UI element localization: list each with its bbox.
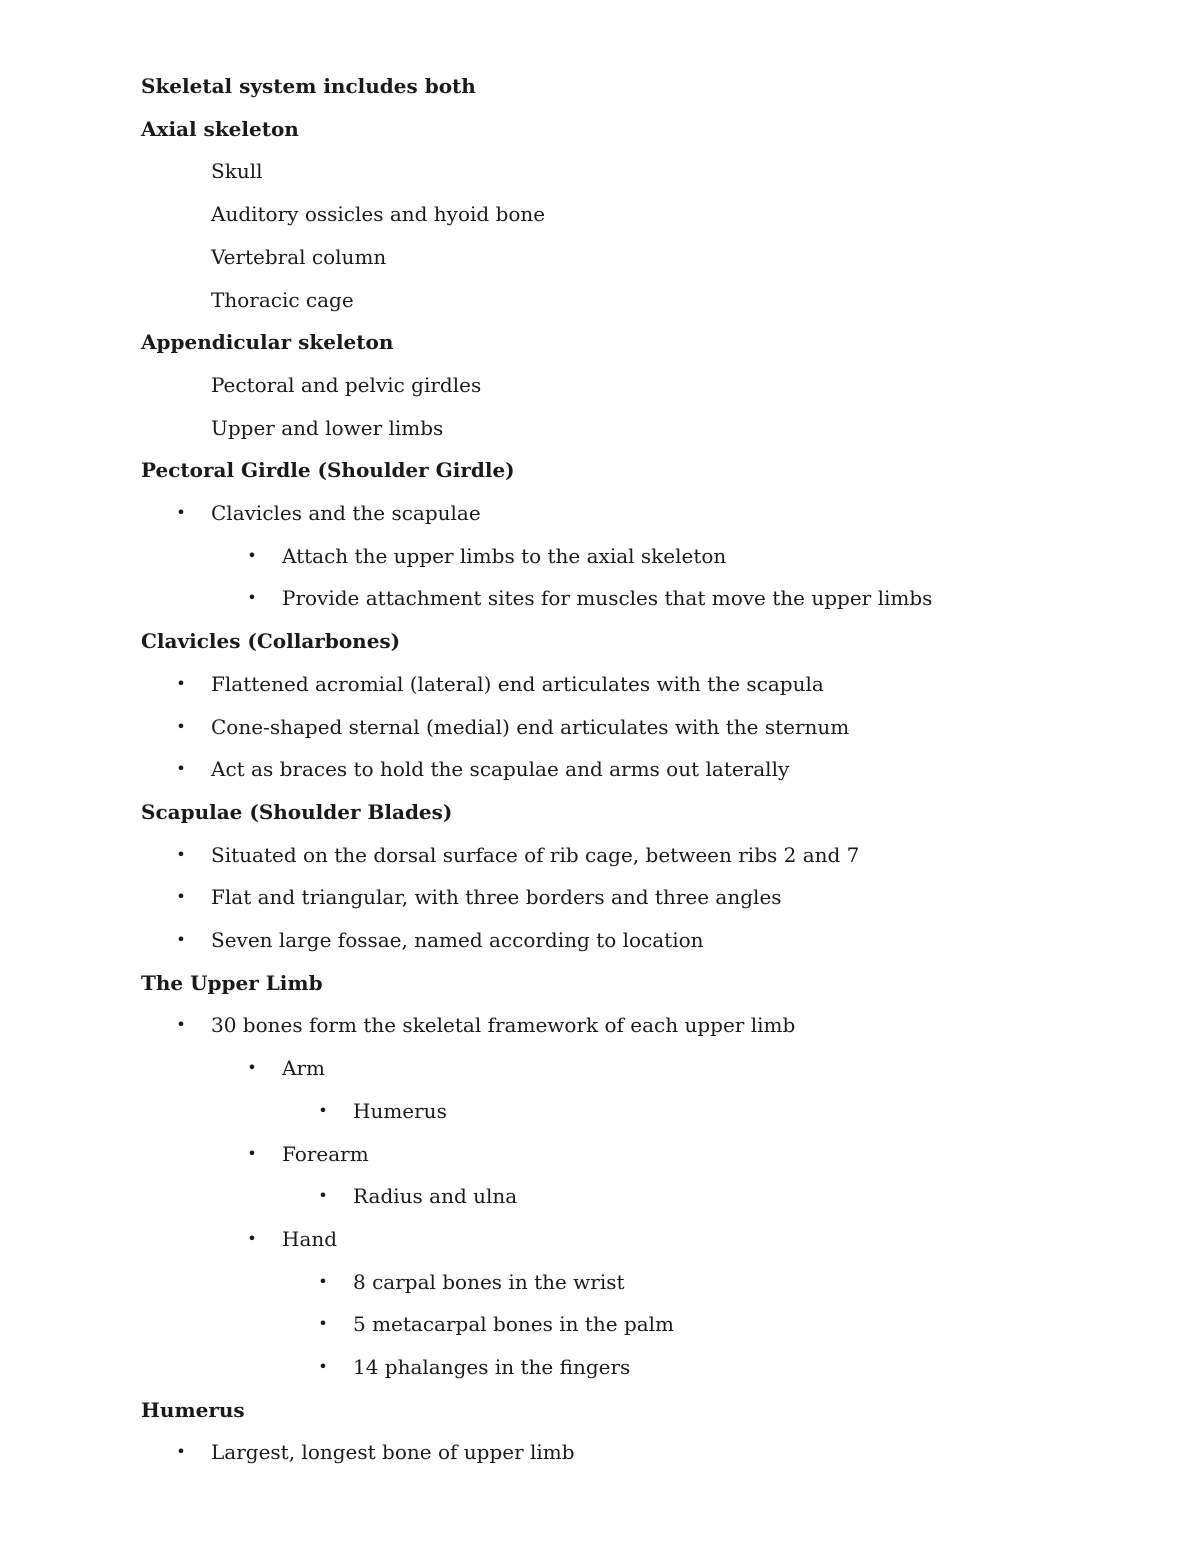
bullet-item: 8 carpal bones in the wrist — [353, 1270, 625, 1294]
bullet-item: Attach the upper limbs to the axial skeleton — [282, 544, 727, 568]
bullet-glyph: • — [318, 1314, 328, 1333]
bullet-glyph: • — [176, 1015, 186, 1034]
bullet-glyph: • — [176, 930, 186, 949]
list-item: Upper and lower limbs — [211, 416, 444, 440]
bullet-glyph: • — [176, 717, 186, 736]
bullet-item: Humerus — [353, 1099, 447, 1123]
list-item: Thoracic cage — [211, 288, 354, 312]
bullet-item: Largest, longest bone of upper limb — [211, 1440, 575, 1464]
bullet-item: Seven large fossae, named according to location — [211, 928, 704, 952]
bullet-item: Arm — [282, 1056, 325, 1080]
section-heading: Humerus — [141, 1398, 245, 1422]
bullet-glyph: • — [176, 674, 186, 693]
section-heading: Appendicular skeleton — [141, 330, 394, 354]
bullet-glyph: • — [247, 1144, 257, 1163]
bullet-glyph: • — [318, 1186, 328, 1205]
bullet-glyph: • — [247, 1229, 257, 1248]
bullet-item: 30 bones form the skeletal framework of each upper limb — [211, 1013, 796, 1037]
bullet-glyph: • — [318, 1101, 328, 1120]
bullet-item: Flat and triangular, with three borders and three angles — [211, 885, 782, 909]
bullet-item: Act as braces to hold the scapulae and arms out laterally — [211, 757, 790, 781]
list-item: Pectoral and pelvic girdles — [211, 373, 482, 397]
bullet-glyph: • — [176, 887, 186, 906]
bullet-glyph: • — [176, 503, 186, 522]
bullet-glyph: • — [247, 546, 257, 565]
bullet-item: Radius and ulna — [353, 1184, 518, 1208]
bullet-item: Forearm — [282, 1142, 369, 1166]
bullet-item: Clavicles and the scapulae — [211, 501, 481, 525]
bullet-item: Cone-shaped sternal (medial) end articulates with the sternum — [211, 715, 850, 739]
bullet-glyph: • — [247, 588, 257, 607]
bullet-item: Hand — [282, 1227, 338, 1251]
bullet-item: Provide attachment sites for muscles that move the upper limbs — [282, 586, 933, 610]
bullet-glyph: • — [176, 1442, 186, 1461]
bullet-item: Situated on the dorsal surface of rib cage, between ribs 2 and 7 — [211, 843, 860, 867]
bullet-item: Flattened acromial (lateral) end articulates with the scapula — [211, 672, 824, 696]
bullet-glyph: • — [318, 1357, 328, 1376]
section-heading: Pectoral Girdle (Shoulder Girdle) — [141, 458, 515, 482]
list-item: Auditory ossicles and hyoid bone — [211, 202, 546, 226]
bullet-glyph: • — [176, 759, 186, 778]
section-heading: Axial skeleton — [141, 117, 299, 141]
bullet-glyph: • — [176, 845, 186, 864]
bullet-glyph: • — [318, 1272, 328, 1291]
bullet-item: 5 metacarpal bones in the palm — [353, 1312, 675, 1336]
section-heading: Scapulae (Shoulder Blades) — [141, 800, 453, 824]
list-item: Skull — [211, 159, 263, 183]
section-heading: Clavicles (Collarbones) — [141, 629, 401, 653]
bullet-item: 14 phalanges in the fingers — [353, 1355, 631, 1379]
section-heading: Skeletal system includes both — [141, 74, 476, 98]
bullet-glyph: • — [247, 1058, 257, 1077]
section-heading: The Upper Limb — [141, 971, 323, 995]
list-item: Vertebral column — [211, 245, 387, 269]
